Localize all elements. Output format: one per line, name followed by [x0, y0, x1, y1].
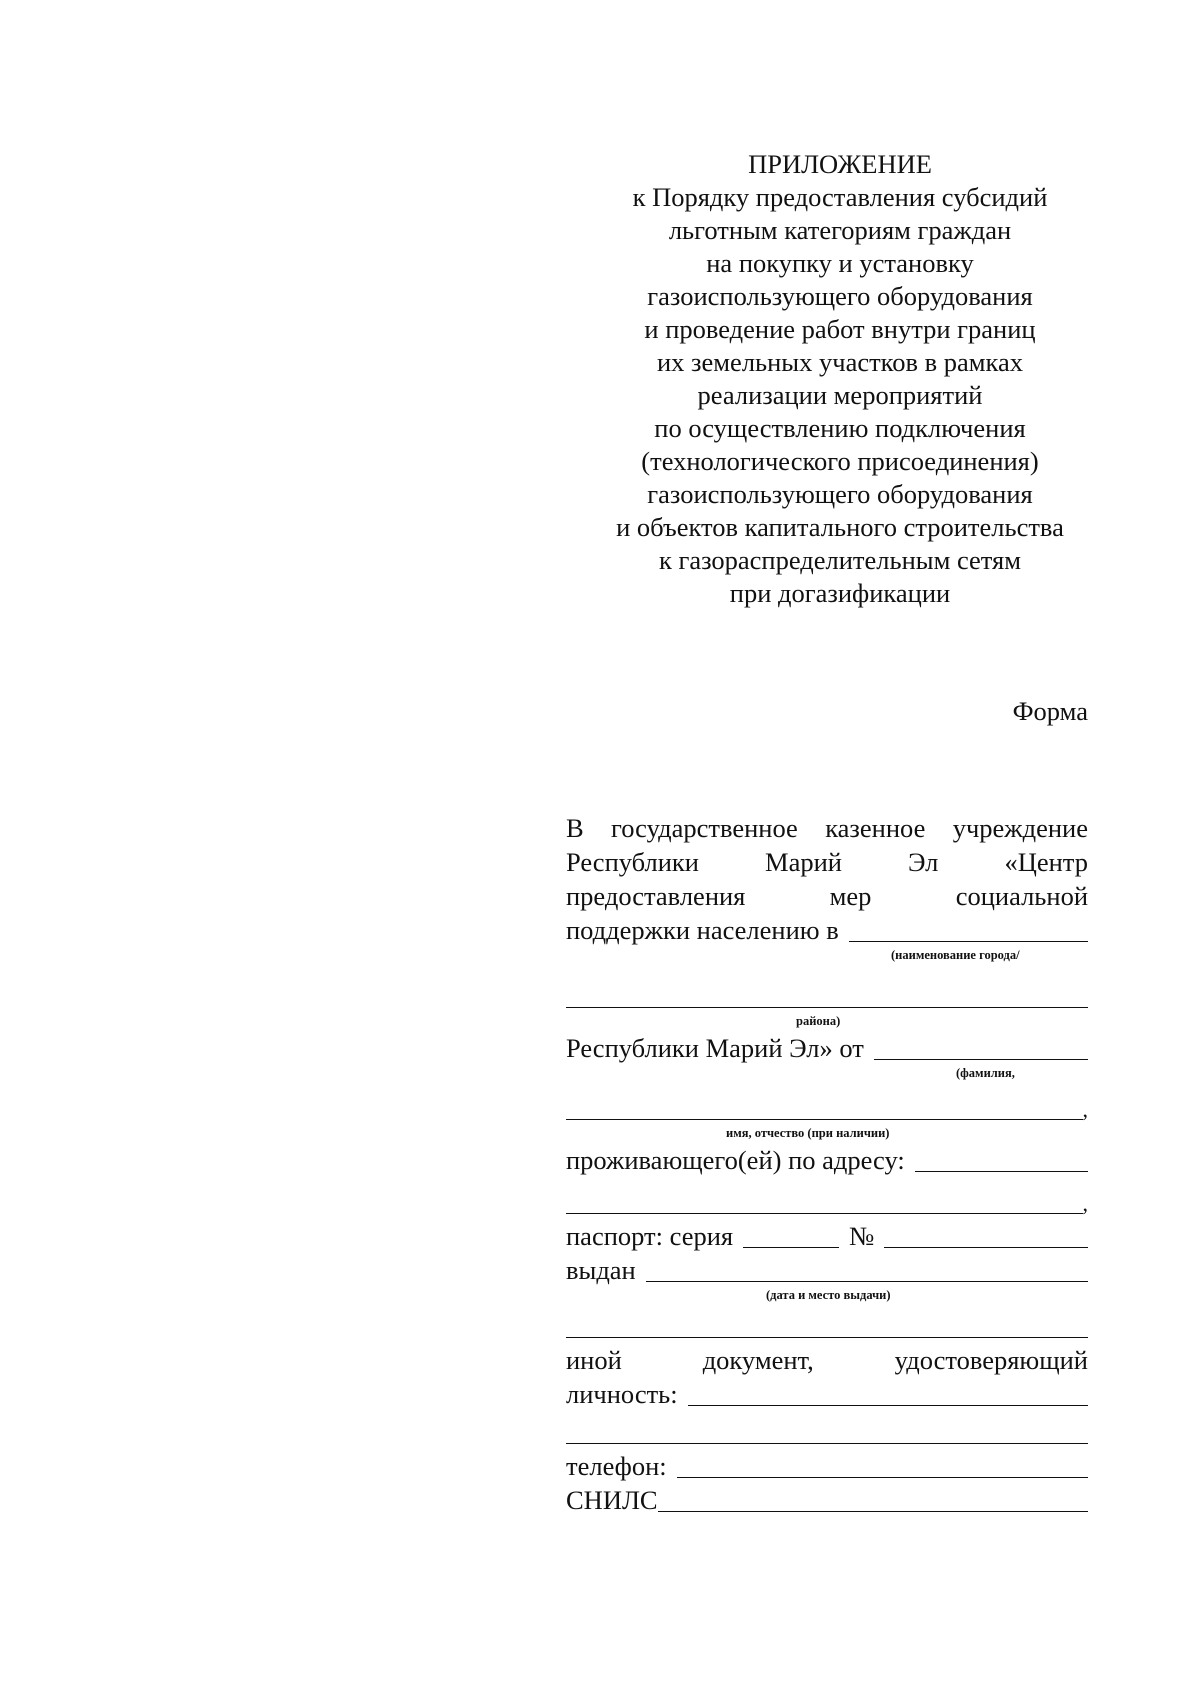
- identity-line-2: [566, 1423, 1088, 1449]
- appendix-line: при догазификации: [729, 578, 951, 608]
- number-sign: №: [849, 1221, 875, 1251]
- appendix-line: реализации мероприятий: [697, 380, 983, 410]
- passport-line: [566, 1219, 1088, 1253]
- appendix-line: льготным категориям граждан: [668, 215, 1012, 245]
- word: удостоверяющий: [894, 1345, 1088, 1375]
- residing-label: проживающего(ей) по адресу:: [566, 1145, 905, 1175]
- identity-field-2[interactable]: [566, 1417, 1088, 1444]
- passport-series-label: паспорт: серия: [566, 1221, 734, 1251]
- issued-line: [566, 1253, 1088, 1287]
- identity-field[interactable]: [688, 1379, 1088, 1406]
- appendix-block: [595, 148, 1085, 610]
- identity-line: [566, 1377, 1088, 1411]
- word: государственное: [611, 813, 798, 843]
- identity-label: личность:: [566, 1379, 678, 1409]
- residing-line: [566, 1143, 1088, 1177]
- other-doc-line: [566, 1343, 1088, 1377]
- appendix-line: газоиспользующего оборудования: [647, 479, 1033, 509]
- form-label: Форма: [1012, 696, 1088, 726]
- address-line-2: [566, 1189, 1088, 1219]
- issued-field-2[interactable]: [566, 1311, 1088, 1338]
- district-field[interactable]: [566, 981, 1088, 1008]
- name-note: имя, отчество (при наличии): [726, 1126, 890, 1140]
- issue-note: (дата и место выдачи): [766, 1288, 891, 1302]
- city-field[interactable]: [849, 915, 1088, 942]
- passport-series-field[interactable]: [743, 1221, 839, 1248]
- phone-line: [566, 1449, 1088, 1483]
- word: учреждение: [952, 813, 1088, 843]
- issued-line-2: [566, 1317, 1088, 1343]
- city-note: (наименование города/: [891, 948, 1020, 962]
- issued-label: выдан: [566, 1255, 636, 1285]
- comma: ,: [1082, 1191, 1088, 1216]
- word: «Центр: [1004, 847, 1088, 877]
- issued-field[interactable]: [646, 1255, 1088, 1282]
- word: предоставления: [566, 881, 746, 911]
- word: документ,: [702, 1345, 814, 1375]
- appendix-line: к газораспределительным сетям: [658, 545, 1022, 575]
- republic-label: Республики Марий Эл» от: [566, 1033, 864, 1063]
- addressee-line-1: [566, 811, 1088, 845]
- snils-label: СНИЛС: [566, 1485, 658, 1515]
- word: Марий: [765, 847, 842, 877]
- word: Эл: [908, 847, 939, 877]
- snils-field[interactable]: [658, 1485, 1088, 1512]
- snils-line: [566, 1483, 1088, 1517]
- addressee-line-4: [566, 913, 1088, 947]
- appendix-line: и проведение работ внутри границ: [644, 314, 1036, 344]
- district-note: района): [796, 1014, 841, 1028]
- word: социальной: [955, 881, 1088, 911]
- appendix-line: (технологического присоединения): [641, 446, 1039, 476]
- word: иной: [566, 1345, 622, 1375]
- appendix-line: к Порядку предоставления субсидий: [632, 182, 1048, 212]
- phone-label: телефон:: [566, 1451, 667, 1481]
- appendix-line: газоиспользующего оборудования: [647, 281, 1033, 311]
- word: казенное: [825, 813, 926, 843]
- comma: ,: [1082, 1097, 1088, 1122]
- appendix-line: на покупку и установку: [706, 248, 974, 278]
- surname-field[interactable]: [874, 1033, 1088, 1060]
- appendix-line: и объектов капитального строительства: [616, 512, 1064, 542]
- name-field[interactable]: [566, 1093, 1083, 1120]
- name-line: [566, 1095, 1088, 1125]
- address-field-2[interactable]: [566, 1187, 1083, 1214]
- word: мер: [829, 881, 872, 911]
- appendix-line: их земельных участков в рамках: [657, 347, 1023, 377]
- addressee-line-2: [566, 845, 1088, 879]
- word: Республики: [566, 847, 699, 877]
- addressee-line-3: [566, 879, 1088, 913]
- support-label: поддержки населению в: [566, 915, 839, 945]
- appendix-heading: ПРИЛОЖЕНИЕ: [748, 149, 932, 179]
- district-line: [566, 987, 1088, 1013]
- address-field[interactable]: [915, 1145, 1088, 1172]
- addressee-line-5: [566, 1031, 1088, 1065]
- surname-note: (фамилия,: [956, 1066, 1015, 1080]
- addressee-block: [566, 811, 1088, 1517]
- passport-number-field[interactable]: [884, 1221, 1088, 1248]
- word: В: [566, 813, 584, 843]
- appendix-line: по осуществлению подключения: [654, 413, 1026, 443]
- phone-field[interactable]: [677, 1451, 1088, 1478]
